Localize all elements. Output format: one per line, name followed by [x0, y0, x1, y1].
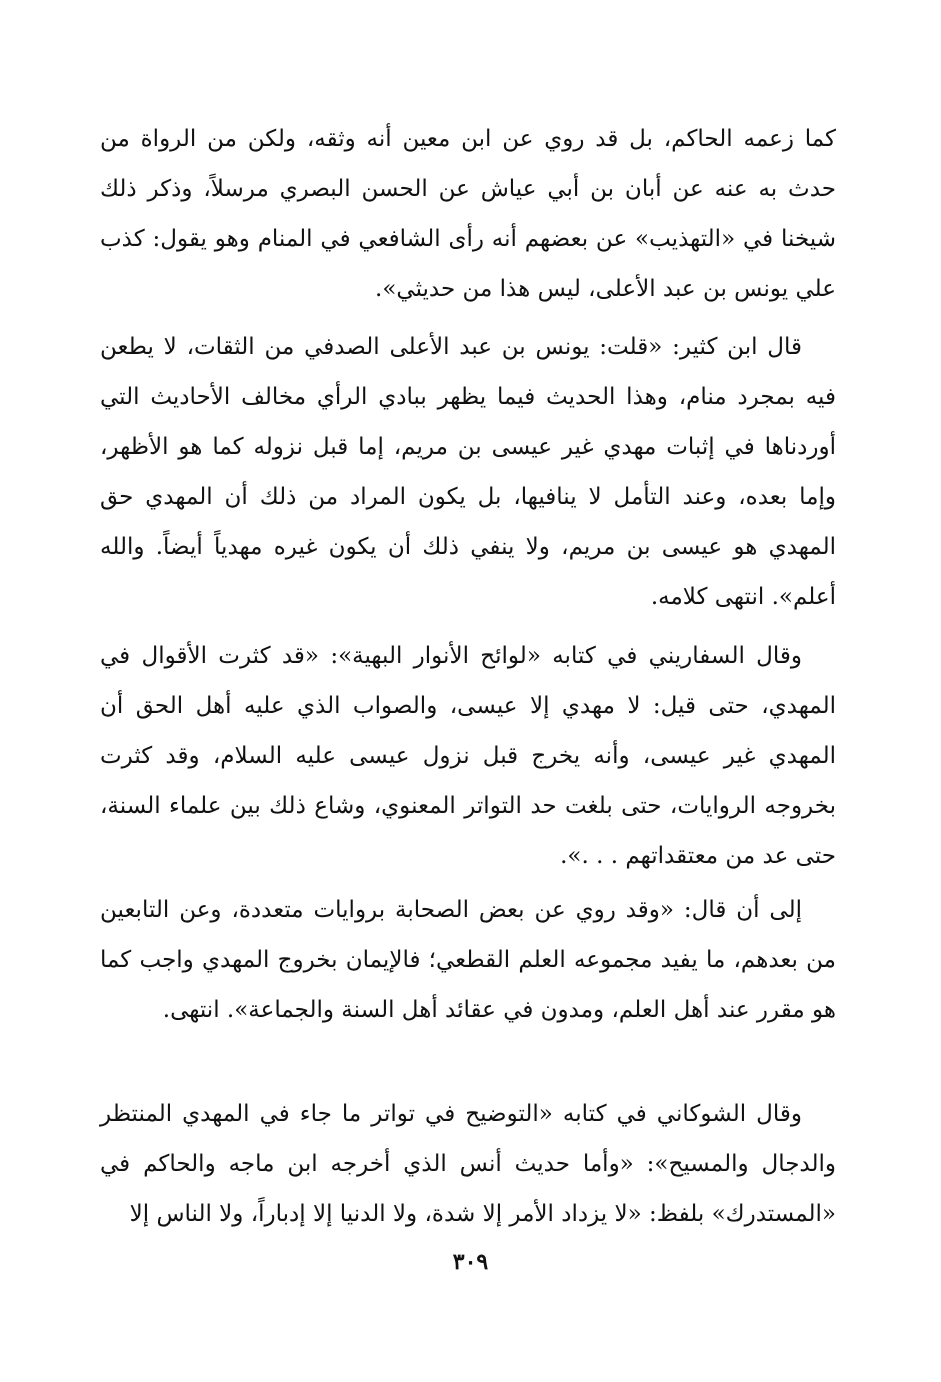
paragraph-text: وقال السفاريني في كتابه «لوائح الأنوار البهية»: «قد كثرت الأقوال في المهدي، حتى قيل: لا مهدي إلا عيسى، والصواب الذي عليه أهل الحق أن المهدي غير عيسى، وأنه يخرج قبل نزول عيسى عليه السلام، وقد كثرت بخروجه الروايات، حتى بلغت حد التواتر المعنوي، وشاع ذلك بين علماء السنة، حتى عد من معتقداتهم . . .».: [100, 643, 836, 869]
paragraph-text: قال ابن كثير: «قلت: يونس بن عبد الأعلى الصدفي من الثقات، لا يطعن فيه بمجرد منام، وهذا الحديث فيما يظهر ببادي الرأي مخالف الأحاديث التي أوردناها في إثبات مهدي غير عيسى بن مريم، إما قبل نزوله كما هو الأظهر، وإما بعده، وعند التأمل لا ينافيها، بل يكون المراد من ذلك أن المهدي حق المهدي هو عيسى بن مريم، ولا ينفي ذلك أن يكون غيره مهدياً أيضاً. والله أعلم». انتهى كلامه.: [100, 334, 836, 610]
paragraph-3: [100, 631, 836, 881]
paragraph-text: إلى أن قال: «وقد روي عن بعض الصحابة بروايات متعددة، وعن التابعين من بعدهم، ما يفيد مجموعه العلم القطعي؛ فالإيمان بخروج المهدي واجب كما هو مقرر عند أهل العلم، ومدون في عقائد أهل السنة والجماعة». انتهى.: [100, 897, 836, 1023]
paragraph-5: [100, 1089, 836, 1239]
paragraph-4: [100, 885, 836, 1035]
paragraph-text: كما زعمه الحاكم، بل قد روي عن ابن معين أنه وثقه، ولكن من الرواة من حدث به عنه عن أبان بن أبي عياش عن الحسن البصري مرسلاً، وذكر ذلك شيخنا في «التهذيب» عن بعضهم أنه رأى الشافعي في المنام وهو يقول: كذب علي يونس بن عبد الأعلى، ليس هذا من حديثي».: [100, 126, 836, 302]
paragraph-text: وقال الشوكاني في كتابه «التوضيح في تواتر ما جاء في المهدي المنتظر والدجال والمسيح»: «وأما حديث أنس الذي أخرجه ابن ماجه والحاكم في «المستدرك» بلفظ: «لا يزداد الأمر إلا شدة، ولا الدنيا إلا إدباراً، ولا الناس إلا: [100, 1101, 836, 1227]
paragraph-2: [100, 322, 836, 622]
paragraph-1: [100, 114, 836, 314]
page-number: ٣٠٩: [452, 1249, 489, 1275]
